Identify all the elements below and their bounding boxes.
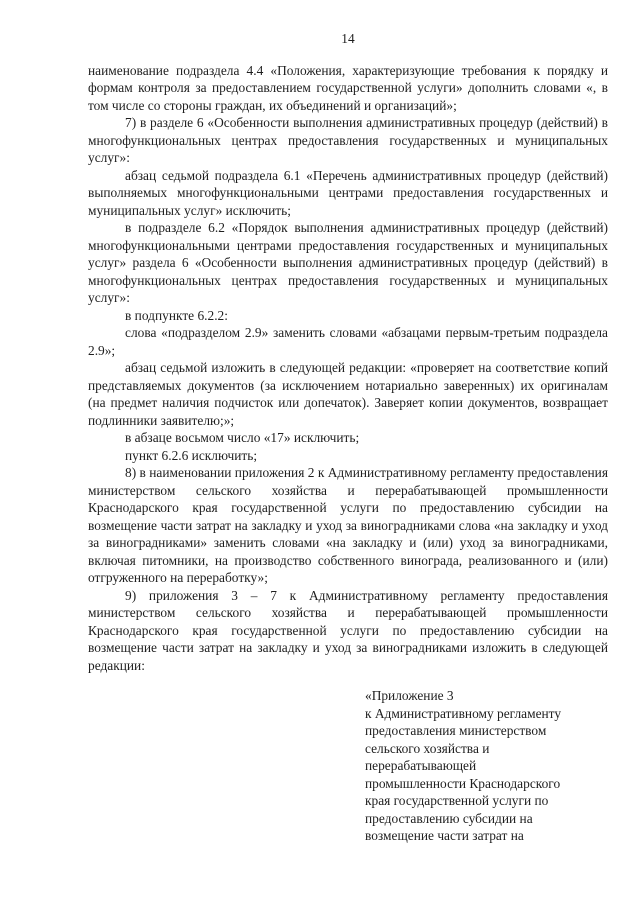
appendix-heading-line: перерабатывающей: [365, 758, 477, 773]
paragraph: пункт 6.2.6 исключить;: [125, 447, 258, 463]
appendix-heading-line: возмещение части затрат на: [365, 828, 524, 843]
paragraph: в абзаце восьмом число «17» исключить;: [125, 430, 360, 445]
paragraph: наименование подраздела 4.4 «Положения, характеризующие требования к порядку и формам контроля за предоставлением государственной услуги» дополнить словами «, в том числе со стороны граждан, их объединений и организаций»;: [88, 62, 608, 113]
paragraph: в подразделе 6.2 «Порядок выполнения административных процедур (действий) многофункциональными центрами предоставления государственных и муниципальных услуг» раздела 6 «Особенности выполнения административных процедур (действий) в многофункциональных центрах предоставления государственных и муниципальных услуг»:: [88, 220, 608, 305]
appendix-heading-line: предоставлению субсидии на: [365, 810, 533, 826]
page-number: 14: [341, 31, 355, 46]
appendix-heading: [365, 687, 608, 845]
paragraph: 8) в наименовании приложения 2 к Административному регламенту предоставления министерством сельского хозяйства и перерабатывающей промышленности Краснодарского края государственной услуги по предоставлению субсидии на возмещение части затрат на закладку и уход за виноградниками слова «на закладку и уход за виноградниками» заменить словами «на закладку и (или) уход за виноградниками, включая питомники, на производство собственного винограда, реализованного и (или) отгруженного на переработку»;: [88, 465, 608, 585]
appendix-heading-line: промышленности Краснодарского: [365, 775, 561, 791]
paragraph: 7) в разделе 6 «Особенности выполнения административных процедур (действий) в многофункциональных центрах предоставления государственных и муниципальных услуг»:: [88, 115, 608, 165]
paragraph: абзац седьмой подраздела 6.1 «Перечень административных процедур (действий) выполняемых многофункциональными центрами предоставления государственных и муниципальных услуг» исключить;: [88, 167, 608, 218]
appendix-heading-line: сельского хозяйства и: [365, 740, 490, 756]
appendix-heading-line: «Приложение 3: [365, 688, 454, 703]
paragraph: 9) приложения 3 – 7 к Административному регламенту предоставления министерством сельского хозяйства и перерабатывающей промышленности Краснодарского края государственной услуги по предоставлению субсидии на возмещение части затрат на закладку и уход за виноградниками изложить в следующей редакции:: [88, 587, 608, 673]
paragraph: в подпункте 6.2.2:: [125, 307, 228, 323]
paragraph: слова «подразделом 2.9» заменить словами «абзацами первым-третьим подраздела 2.9»;: [88, 325, 608, 358]
paragraph: абзац седьмой изложить в следующей редакции: «проверяет на соответствие копий представляемых документов (за исключением нотариально заверенных) их оригиналам (на предмет наличия подчисток или допечаток). Заверяет копии документов, возвращает подлинники заявителю;»;: [88, 360, 608, 428]
appendix-heading-line: края государственной услуги по: [365, 793, 549, 808]
appendix-heading-line: к Административному регламенту: [365, 705, 562, 721]
body-text: [88, 62, 608, 675]
appendix-heading-line: предоставления министерством: [365, 723, 547, 738]
